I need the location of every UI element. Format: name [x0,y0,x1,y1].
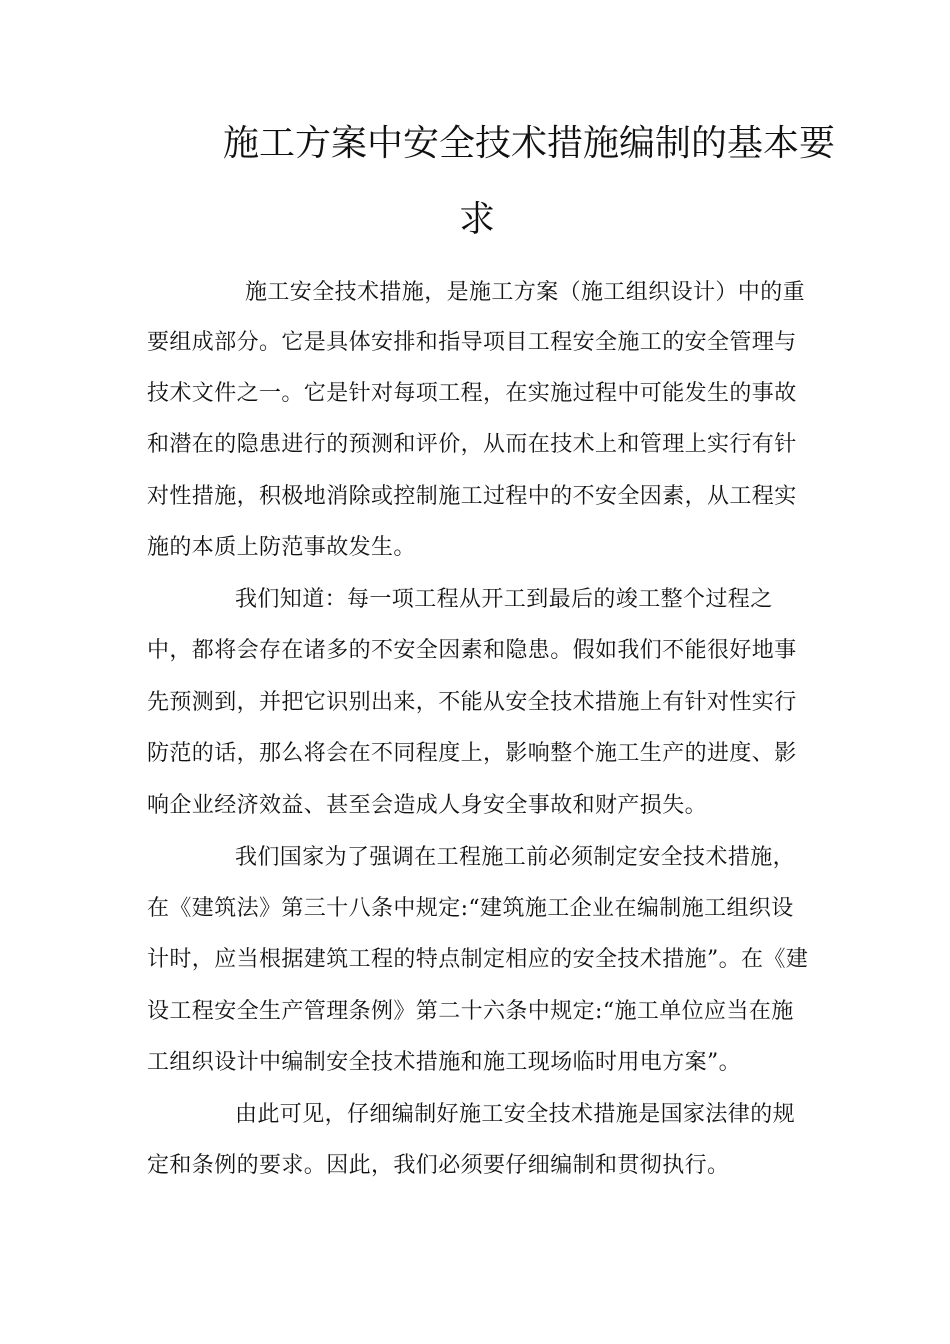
paragraph-3-line-4: 设工程安全生产管理条例》第二十六条中规定:“施工单位应当在施 [147,999,794,1024]
paragraph-3-line-5: 工组织设计中编制安全技术措施和施工现场临时用电方案”。 [147,1050,742,1075]
paragraph-1-line-3: 技术文件之一。它是针对每项工程，在实施过程中可能发生的事故 [147,381,797,406]
paragraph-1-line-6: 施的本质上防范事故发生。 [147,535,416,560]
paragraph-1-line-2: 要组成部分。它是具体安排和指导项目工程安全施工的安全管理与 [147,330,797,355]
paragraph-2-line-3: 先预测到，并把它识别出来，不能从安全技术措施上有针对性实行 [147,690,797,715]
paragraph-2-line-1: 我们知道：每一项工程从开工到最后的竣工整个过程之 [235,587,773,612]
paragraph-3-line-2: 在《建筑法》第三十八条中规定:“建筑施工企业在编制施工组织设 [147,896,794,921]
paragraph-2-line-4: 防范的话，那么将会在不同程度上，影响整个施工生产的进度、影 [147,741,797,766]
document-title-line-1: 施工方案中安全技术措施编制的基本要 [223,123,836,164]
paragraph-1-line-4: 和潜在的隐患进行的预测和评价，从而在技术上和管理上实行有针 [147,432,797,457]
paragraph-3-line-3: 计时，应当根据建筑工程的特点制定相应的安全技术措施”。在《建 [147,947,809,972]
paragraph-2-line-5: 响企业经济效益、甚至会造成人身安全事故和财产损失。 [147,793,708,818]
paragraph-1-line-5: 对性措施，积极地消除或控制施工过程中的不安全因素，从工程实 [147,484,797,509]
document-title-line-2: 求 [459,199,496,240]
paragraph-2-line-2: 中，都将会存在诸多的不安全因素和隐患。假如我们不能很好地事 [147,638,797,663]
paragraph-4-line-2: 定和条例的要求。因此，我们必须要仔细编制和贯彻执行。 [147,1153,730,1178]
paragraph-1-line-1: 施工安全技术措施，是施工方案（施工组织设计）中的重 [245,280,806,305]
paragraph-4-line-1: 由此可见，仔细编制好施工安全技术措施是国家法律的规 [235,1102,796,1127]
paragraph-3-line-1: 我们国家为了强调在工程施工前必须制定安全技术措施， [235,845,796,870]
